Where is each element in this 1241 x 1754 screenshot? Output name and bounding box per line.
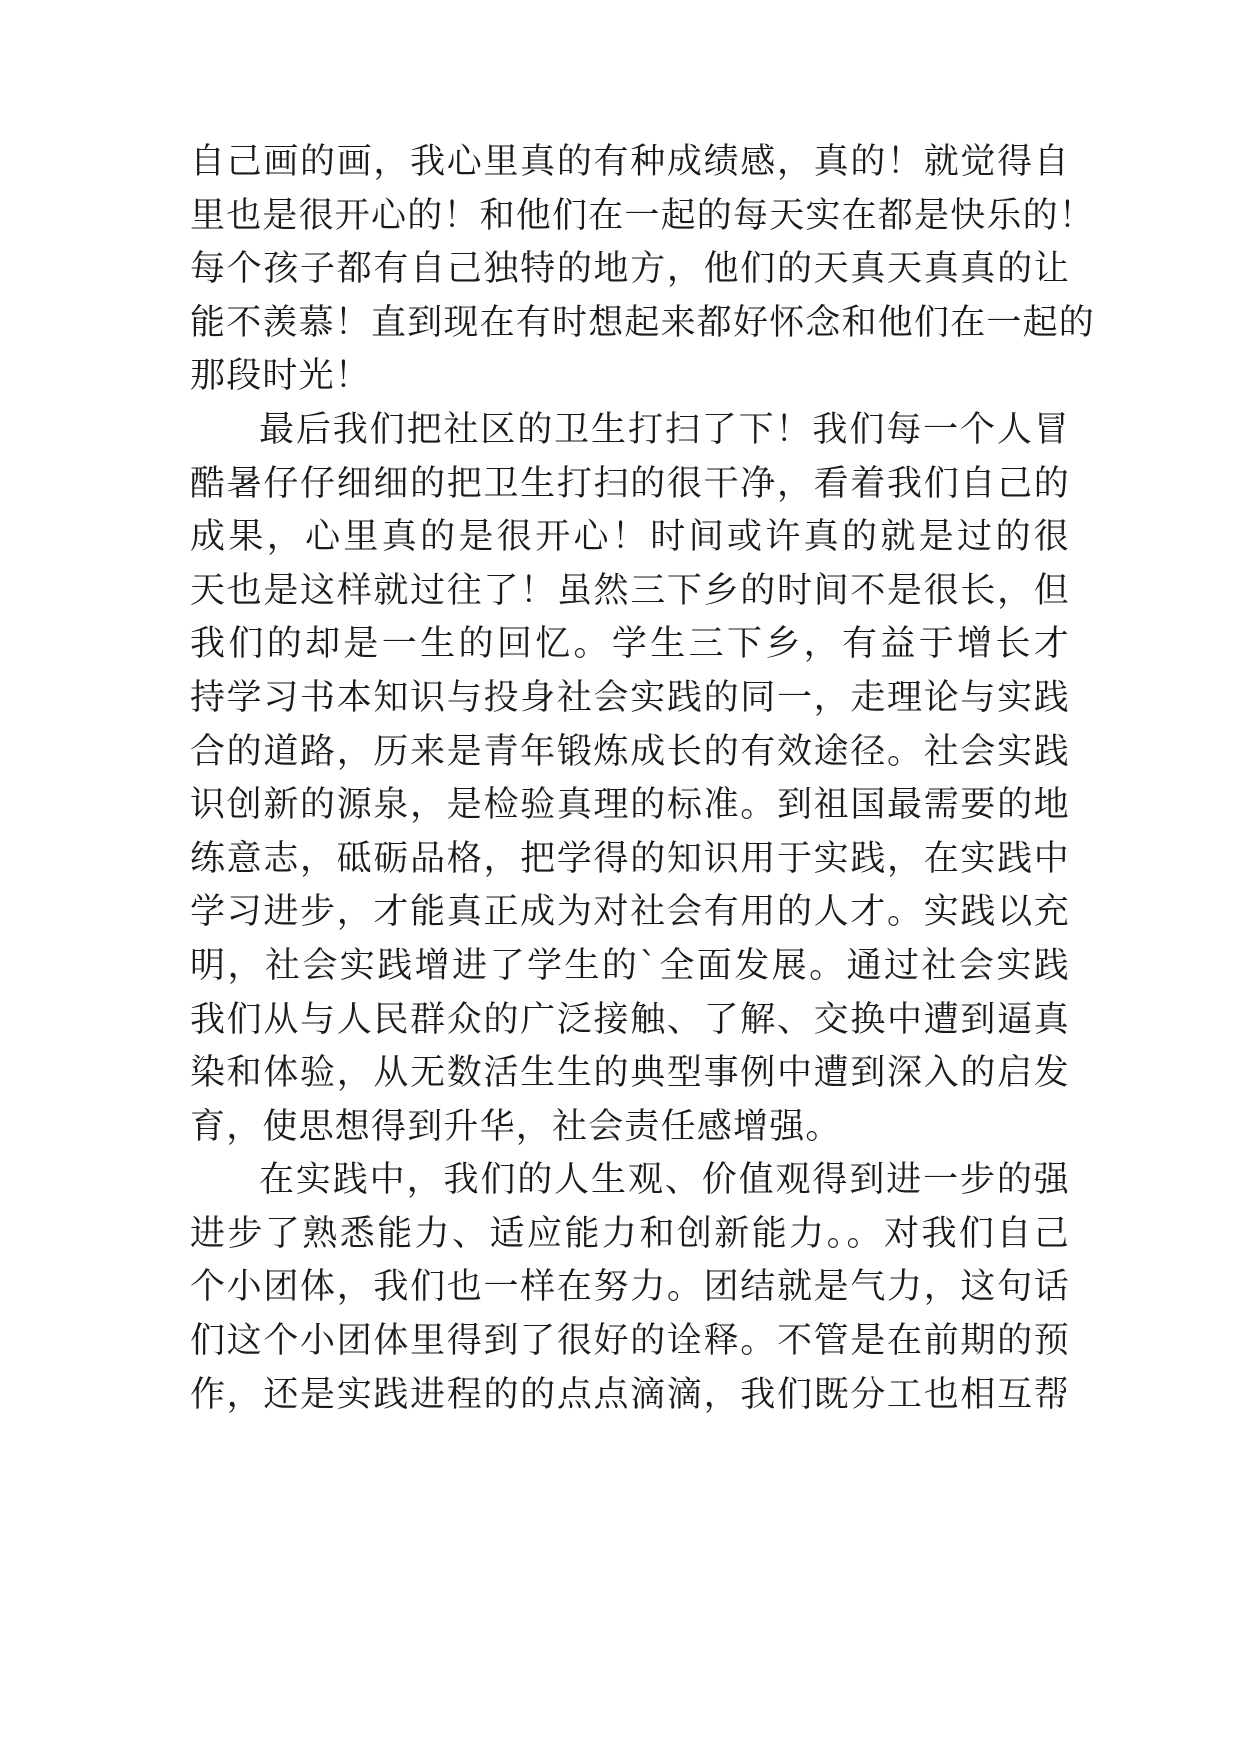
text-line: 合的道路，历来是青年锻炼成长的有效途径。社会实践 — [190, 731, 1070, 772]
text-line: 酷暑仔仔细细的把卫生打扫的很干净，看着我们自己的 — [190, 463, 1070, 504]
paragraph-first-line: 最后我们把社区的卫生打扫了下！我们每一个人冒 — [259, 409, 1070, 450]
text-line: 里也是很开心的！和他们在一起的每天实在都是快乐的！ — [190, 195, 1096, 236]
text-line: 学习进步，才能真正成为对社会有用的人才。实践以充 — [190, 892, 1070, 933]
text-line: 成果，心里真的是很开心！时间或许真的就是过的很 — [190, 517, 1070, 558]
text-line: 识创新的源泉，是检验真理的标准。到祖国最需要的地 — [190, 785, 1070, 826]
text-line: 天也是这样就过往了！虽然三下乡的时间不是很长，但 — [190, 570, 1070, 611]
text-line: 作，还是实践进程的的点点滴滴，我们既分工也相互帮 — [190, 1374, 1070, 1415]
text-line: 我们的却是一生的回忆。学生三下乡，有益于增长才 — [190, 624, 1070, 665]
text-line: 进步了熟悉能力、适应能力和创新能力。。对我们自己 — [190, 1213, 1070, 1254]
text-line: 能不羡慕！直到现在有时想起来都好怀念和他们在一起的 — [190, 302, 1096, 343]
text-line: 自己画的画，我心里真的有种成绩感，真的！就觉得自 — [190, 142, 1070, 182]
text-line: 染和体验，从无数活生生的典型事例中遭到深入的启发 — [190, 1053, 1070, 1094]
text-line: 们这个小团体里得到了很好的诠释。不管是在前期的预 — [190, 1321, 1070, 1362]
text-line: 育，使思想得到升华，社会责任感增强。 — [190, 1106, 842, 1147]
text-line: 练意志，砥砺品格，把学得的知识用于实践，在实践中 — [190, 838, 1070, 879]
paragraph-first-line: 在实践中，我们的人生观、价值观得到进一步的强 — [259, 1160, 1070, 1201]
text-line: 我们从与人民群众的广泛接触、了解、交换中遭到逼真 — [190, 999, 1070, 1040]
body-text — [190, 136, 1096, 1422]
text-line: 每个孩子都有自己独特的地方，他们的天真天真真的让 — [190, 249, 1070, 290]
text-line: 个小团体，我们也一样在努力。团结就是气力，这句话 — [190, 1267, 1070, 1308]
text-line: 那段时光！ — [190, 356, 372, 397]
text-line: 持学习书本知识与投身社会实践的同一，走理论与实践 — [190, 677, 1070, 718]
text-line: 明，社会实践增进了学生的`全面发展。通过社会实践 — [190, 945, 1070, 986]
